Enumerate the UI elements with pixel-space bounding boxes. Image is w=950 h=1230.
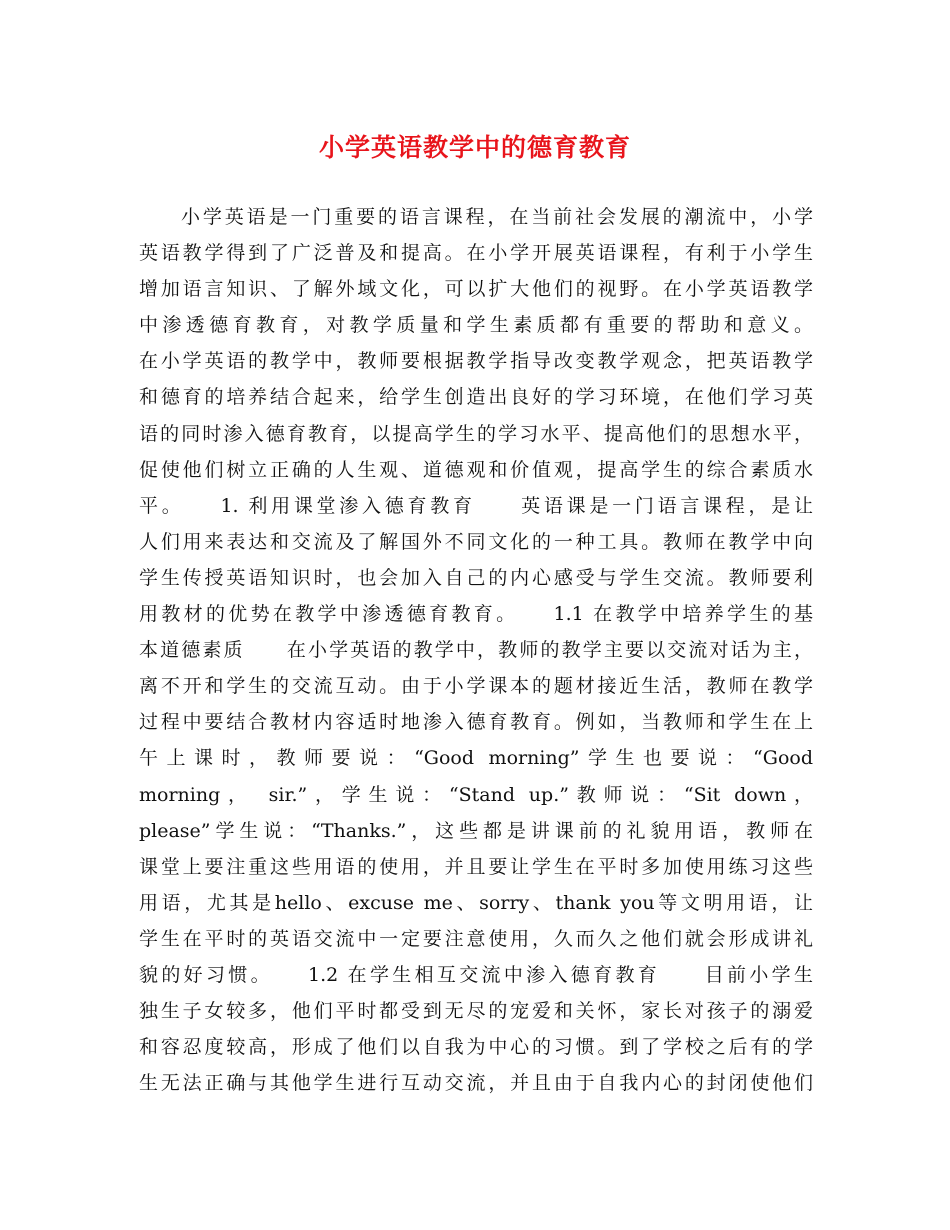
body-line: 增加语言知识、了解外域文化，可以扩大他们的视野。在小学英语教学 [139, 278, 813, 301]
body-line: 生无法正确与其他学生进行互动交流，并且由于自我内心的封闭使他们 [139, 1072, 813, 1095]
body-line: 学生传授英语知识时，也会加入自己的内心感受与学生交流。教师要利 [139, 566, 813, 589]
body-line: 中渗透德育教育，对教学质量和学生素质都有重要的帮助和意义。 [139, 314, 813, 337]
body-line: 离不开和学生的交流互动。由于小学课本的题材接近生活，教师在教学 [139, 675, 813, 698]
body-line: 平。 1. 利用课堂渗入德育教育 英语课是一门语言课程，是让 [139, 494, 813, 517]
body-line: morning， sir.”，学生说：“Stand up.”教师说：“Sit down， [139, 783, 813, 806]
body-line: 语的同时渗入德育教育，以提高学生的学习水平、提高他们的思想水平， [139, 422, 813, 445]
body-line: 课堂上要注重这些用语的使用，并且要让学生在平时多加使用练习这些 [139, 855, 813, 878]
body-line: 促使他们树立正确的人生观、道德观和价值观，提高学生的综合素质水 [139, 458, 813, 481]
body-line: 用语，尤其是hello、excuse me、sorry、thank you等文明用语，让 [139, 891, 813, 914]
body-line: 英语教学得到了广泛普及和提高。在小学开展英语课程，有利于小学生 [139, 242, 813, 265]
body-line: 独生子女较多，他们平时都受到无尽的宠爱和关怀，家长对孩子的溺爱 [139, 1000, 813, 1023]
body-line: 用教材的优势在教学中渗透德育教育。 1.1 在教学中培养学生的基 [139, 603, 813, 626]
body-line: 午上课时，教师要说：“Good morning”学生也要说：“Good [139, 747, 813, 770]
body-line: 和容忍度较高，形成了他们以自我为中心的习惯。到了学校之后有的学 [139, 1036, 813, 1059]
document-title: 小学英语教学中的德育教育 [318, 133, 631, 162]
body-line: 在小学英语的教学中，教师要根据教学指导改变教学观念，把英语教学 [139, 350, 813, 373]
body-line: 本道德素质 在小学英语的教学中，教师的教学主要以交流对话为主， [139, 639, 813, 662]
body-line: 和德育的培养结合起来，给学生创造出良好的学习环境，在他们学习英 [139, 386, 813, 409]
body-line: 貌的好习惯。 1.2 在学生相互交流中渗入德育教育 目前小学生 [139, 963, 813, 986]
document-body [139, 199, 813, 1101]
body-line: 过程中要结合教材内容适时地渗入德育教育。例如，当教师和学生在上 [139, 711, 813, 734]
body-line: 人们用来表达和交流及了解国外不同文化的一种工具。教师在教学中向 [139, 530, 813, 553]
body-line: 小学英语是一门重要的语言课程，在当前社会发展的潮流中，小学 [181, 206, 813, 228]
body-line: please”学生说：“Thanks.”，这些都是讲课前的礼貌用语，教师在 [139, 819, 813, 842]
body-line: 学生在平时的英语交流中一定要注意使用，久而久之他们就会形成讲礼 [139, 927, 813, 950]
